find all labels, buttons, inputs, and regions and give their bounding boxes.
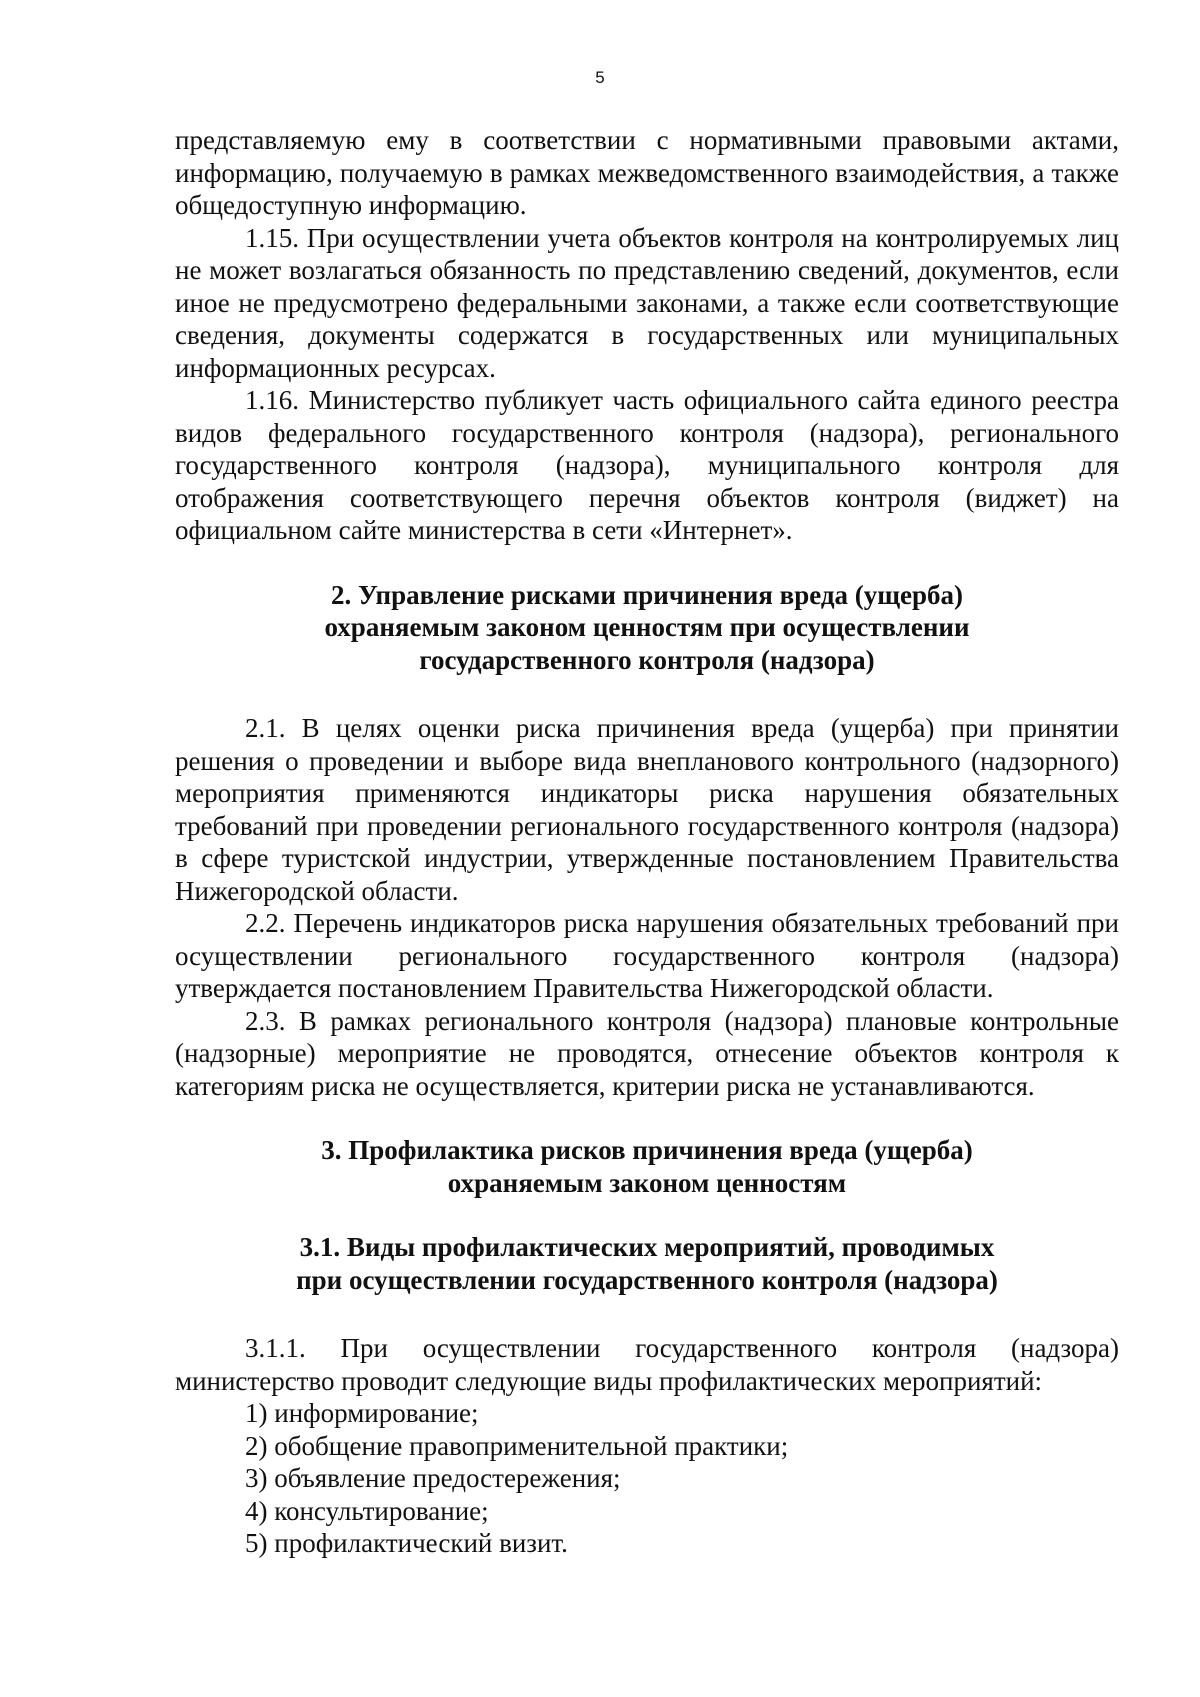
paragraph-1-16: 1.16. Министерство публикует часть официального сайта единого реестра видов федерального государственного контроля (надзора), регионального государственного контроля (надзора), муниципального контроля для отображения соответствующего перечня объектов контроля (виджет) на официальном сайте министерства в сети «Интернет». [175, 385, 1119, 545]
section-3-heading [175, 1134, 1119, 1199]
page-number: 5 [595, 68, 605, 87]
section-2-heading-line: государственного контроля (надзора) [419, 644, 875, 675]
list-item: 1) информирование; [245, 1398, 479, 1428]
section-3-heading-line: 3. Профилактика рисков причинения вреда (ущерба) [321, 1135, 973, 1165]
section-2-heading [175, 579, 1119, 677]
paragraph-2-3: 2.3. В рамках регионального контроля (надзора) плановые контрольные (надзорные) мероприятие не проводятся, отнесение объектов контроля к категориям риска не осуществляется, критерии риска не устанавливаются. [175, 1005, 1119, 1101]
list-item: 2) обобщение правоприменительной практики; [245, 1430, 789, 1461]
list-item: 4) консультирование; [245, 1495, 489, 1526]
section-2-heading-line: охраняемым законом ценностям при осуществлении [324, 612, 970, 642]
section-3-1-heading-line: при осуществлении государственного контроля (надзора) [296, 1264, 998, 1295]
list-item: 5) профилактический визит. [245, 1528, 568, 1558]
document-body [175, 124, 1119, 1560]
list-item: 3) объявление предостережения; [245, 1463, 621, 1493]
section-3-heading-line: охраняемым законом ценностям [447, 1167, 847, 1198]
paragraph-2-1: 2.1. В целях оценки риска причинения вреда (ущерба) при принятии решения о проведении и выборе вида внепланового контрольного (надзорного) мероприятия применяются индикаторы риска нарушения обязательных требований при проведении регионального государственного контроля (надзора) в сфере туристской индустрии, утвержденные постановлением Правительства Нижегородской области. [175, 713, 1119, 906]
section-3-1-heading-line: 3.1. Виды профилактических мероприятий, проводимых [299, 1232, 995, 1262]
paragraph-1-15: 1.15. При осуществлении учета объектов контроля на контролируемых лиц не может возлагаться обязанность по представлению сведений, документов, если иное не предусмотрено федеральными законами, а также если соответствующие сведения, документы содержатся в государственных или муниципальных информационных ресурсах. [175, 222, 1119, 383]
section-2-heading-line: 2. Управление рисками причинения вреда (ущерба) [330, 579, 964, 610]
paragraph-continued: представляемую ему в соответствии с нормативными правовыми актами, информацию, получаемую в рамках межведомственного взаимодействия, а также общедоступную информацию. [175, 125, 1119, 220]
paragraph-2-2: 2.2. Перечень индикаторов риска нарушения обязательных требований при осуществлении регионального государственного контроля (надзора) утверждается постановлением Правительства Нижегородской области. [175, 908, 1119, 1003]
section-3-1-heading [175, 1231, 1119, 1296]
paragraph-3-1-1: 3.1.1. При осуществлении государственного контроля (надзора) министерство проводит следующие виды профилактических мероприятий: [175, 1333, 1119, 1396]
